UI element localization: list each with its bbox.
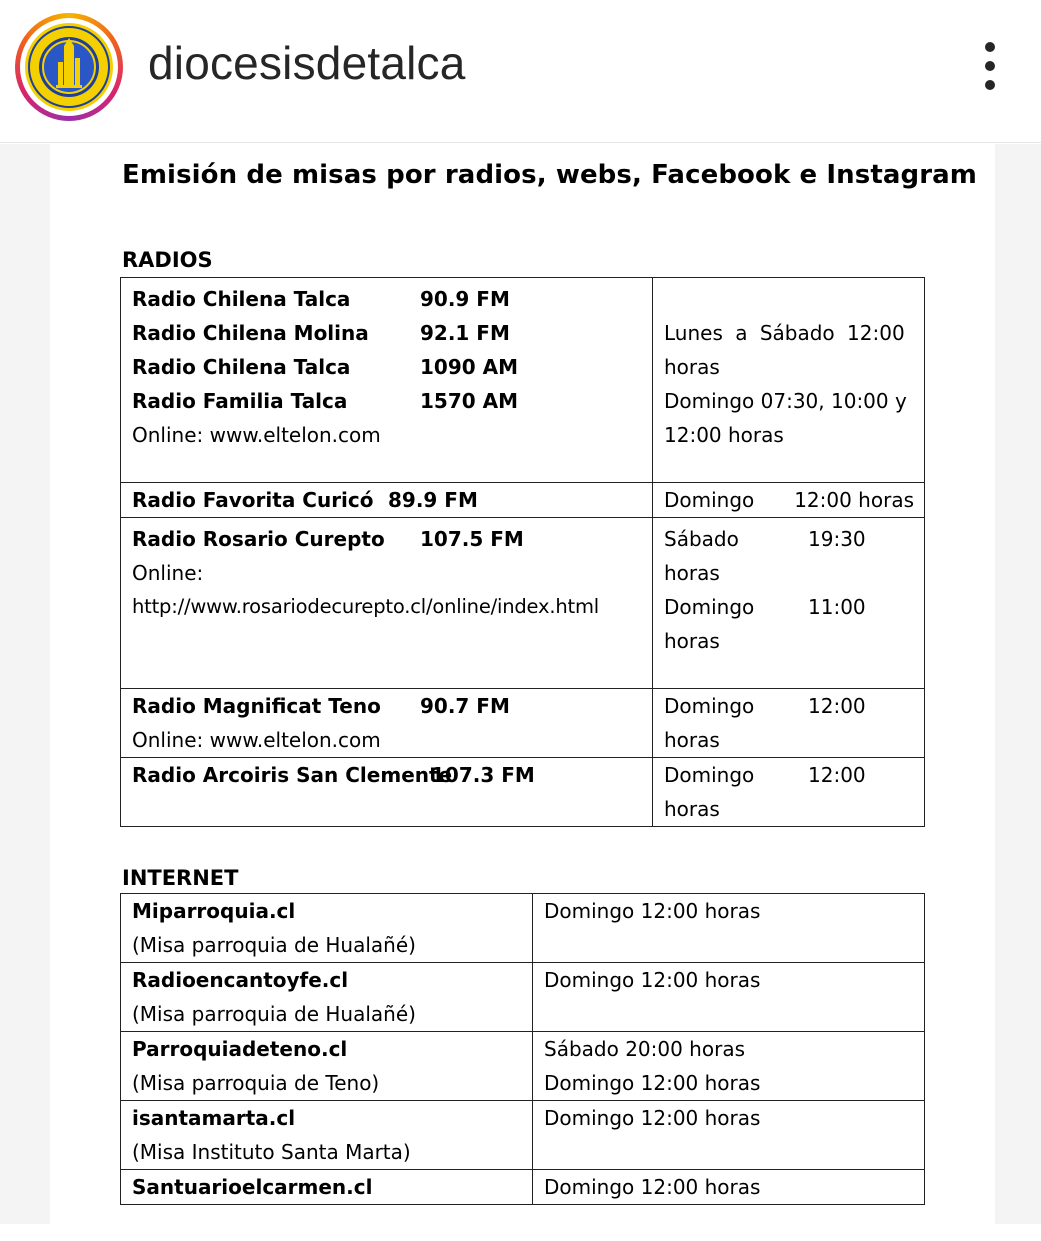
station-frequency: 89.9 FM	[388, 488, 478, 512]
schedule-day: Domingo	[664, 488, 755, 512]
station-name: Radio Familia Talca	[132, 389, 348, 413]
diocese-seal-icon	[24, 22, 114, 112]
schedule-text: Domingo 07:30, 10:00 y	[664, 389, 907, 413]
station-name: Radio Favorita Curicó	[132, 488, 374, 512]
website-name: Santuarioelcarmen.cl	[132, 1175, 373, 1199]
schedule-text: Domingo 12:00 horas	[544, 1106, 761, 1130]
station-name: Radio Arcoiris San Clemente	[132, 763, 453, 787]
radios-section-label: RADIOS	[122, 248, 213, 272]
schedule-day: Sábado	[664, 527, 739, 551]
table-row	[121, 518, 925, 689]
schedule-time: 19:30	[808, 527, 866, 551]
station-name: Radio Magnificat Teno	[132, 694, 381, 718]
website-description: (Misa parroquia de Hualañé)	[132, 1002, 416, 1026]
schedule-text: Domingo 12:00 horas	[544, 1071, 761, 1095]
station-name: Radio Chilena Talca	[132, 287, 351, 311]
station-frequency: 1570 AM	[420, 389, 519, 413]
table-row	[121, 483, 925, 518]
schedule-day: Domingo	[664, 763, 755, 787]
radios-table	[120, 277, 925, 827]
schedule-text: Lunes a Sábado 12:00	[664, 321, 905, 345]
schedule-time: 12:00	[808, 694, 866, 718]
schedule-text: Domingo 12:00 horas	[544, 899, 761, 923]
profile-header	[0, 0, 1041, 143]
online-link: http://www.rosariodecurepto.cl/online/index.html	[132, 595, 599, 618]
station-frequency: 107.3 FM	[431, 763, 535, 787]
online-label: Online:	[132, 561, 204, 585]
online-link: Online: www.eltelon.com	[132, 423, 381, 447]
schedule-day: Domingo	[664, 694, 755, 718]
website-name: Radioencantoyfe.cl	[132, 968, 349, 992]
schedule-time: 11:00	[808, 595, 866, 619]
schedule-text: Sábado 20:00 horas	[544, 1037, 745, 1061]
table-row	[121, 1170, 925, 1205]
schedule-text: horas	[664, 355, 720, 379]
station-frequency: 107.5 FM	[420, 527, 524, 551]
schedule-time: 12:00 horas	[794, 488, 914, 512]
schedule-text: Domingo 12:00 horas	[544, 968, 761, 992]
schedule-time: 12:00	[808, 763, 866, 787]
station-frequency: 90.9 FM	[420, 287, 510, 311]
website-name: isantamarta.cl	[132, 1106, 296, 1130]
document-title: Emisión de misas por radios, webs, Facebook e Instagram	[122, 160, 977, 190]
station-name: Radio Chilena Molina	[132, 321, 369, 345]
table-row	[121, 758, 925, 827]
website-description: (Misa Instituto Santa Marta)	[132, 1140, 411, 1164]
table-row	[121, 963, 925, 1032]
table-row	[121, 1032, 925, 1101]
website-description: (Misa parroquia de Teno)	[132, 1071, 380, 1095]
station-frequency: 90.7 FM	[420, 694, 510, 718]
schedule-text: horas	[664, 797, 720, 821]
schedule-text: horas	[664, 629, 720, 653]
table-row	[121, 894, 925, 963]
website-name: Parroquiadeteno.cl	[132, 1037, 348, 1061]
table-row	[121, 1101, 925, 1170]
website-description: (Misa parroquia de Hualañé)	[132, 933, 416, 957]
schedule-day: Domingo	[664, 595, 755, 619]
station-name: Radio Rosario Curepto	[132, 527, 385, 551]
website-name: Miparroquia.cl	[132, 899, 296, 923]
schedule-text: horas	[664, 561, 720, 585]
table-row	[121, 689, 925, 758]
profile-username[interactable]: diocesisdetalca	[148, 37, 466, 89]
station-name: Radio Chilena Talca	[132, 355, 351, 379]
online-link: Online: www.eltelon.com	[132, 728, 381, 752]
more-vertical-icon[interactable]	[970, 38, 1010, 94]
story-ring[interactable]	[15, 13, 123, 121]
schedule-text: horas	[664, 728, 720, 752]
station-frequency: 1090 AM	[420, 355, 519, 379]
internet-section-label: INTERNET	[122, 866, 239, 890]
table-row	[121, 278, 925, 483]
schedule-text: Domingo 12:00 horas	[544, 1175, 761, 1199]
station-frequency: 92.1 FM	[420, 321, 510, 345]
schedule-text: 12:00 horas	[664, 423, 784, 447]
internet-table	[120, 893, 925, 1205]
